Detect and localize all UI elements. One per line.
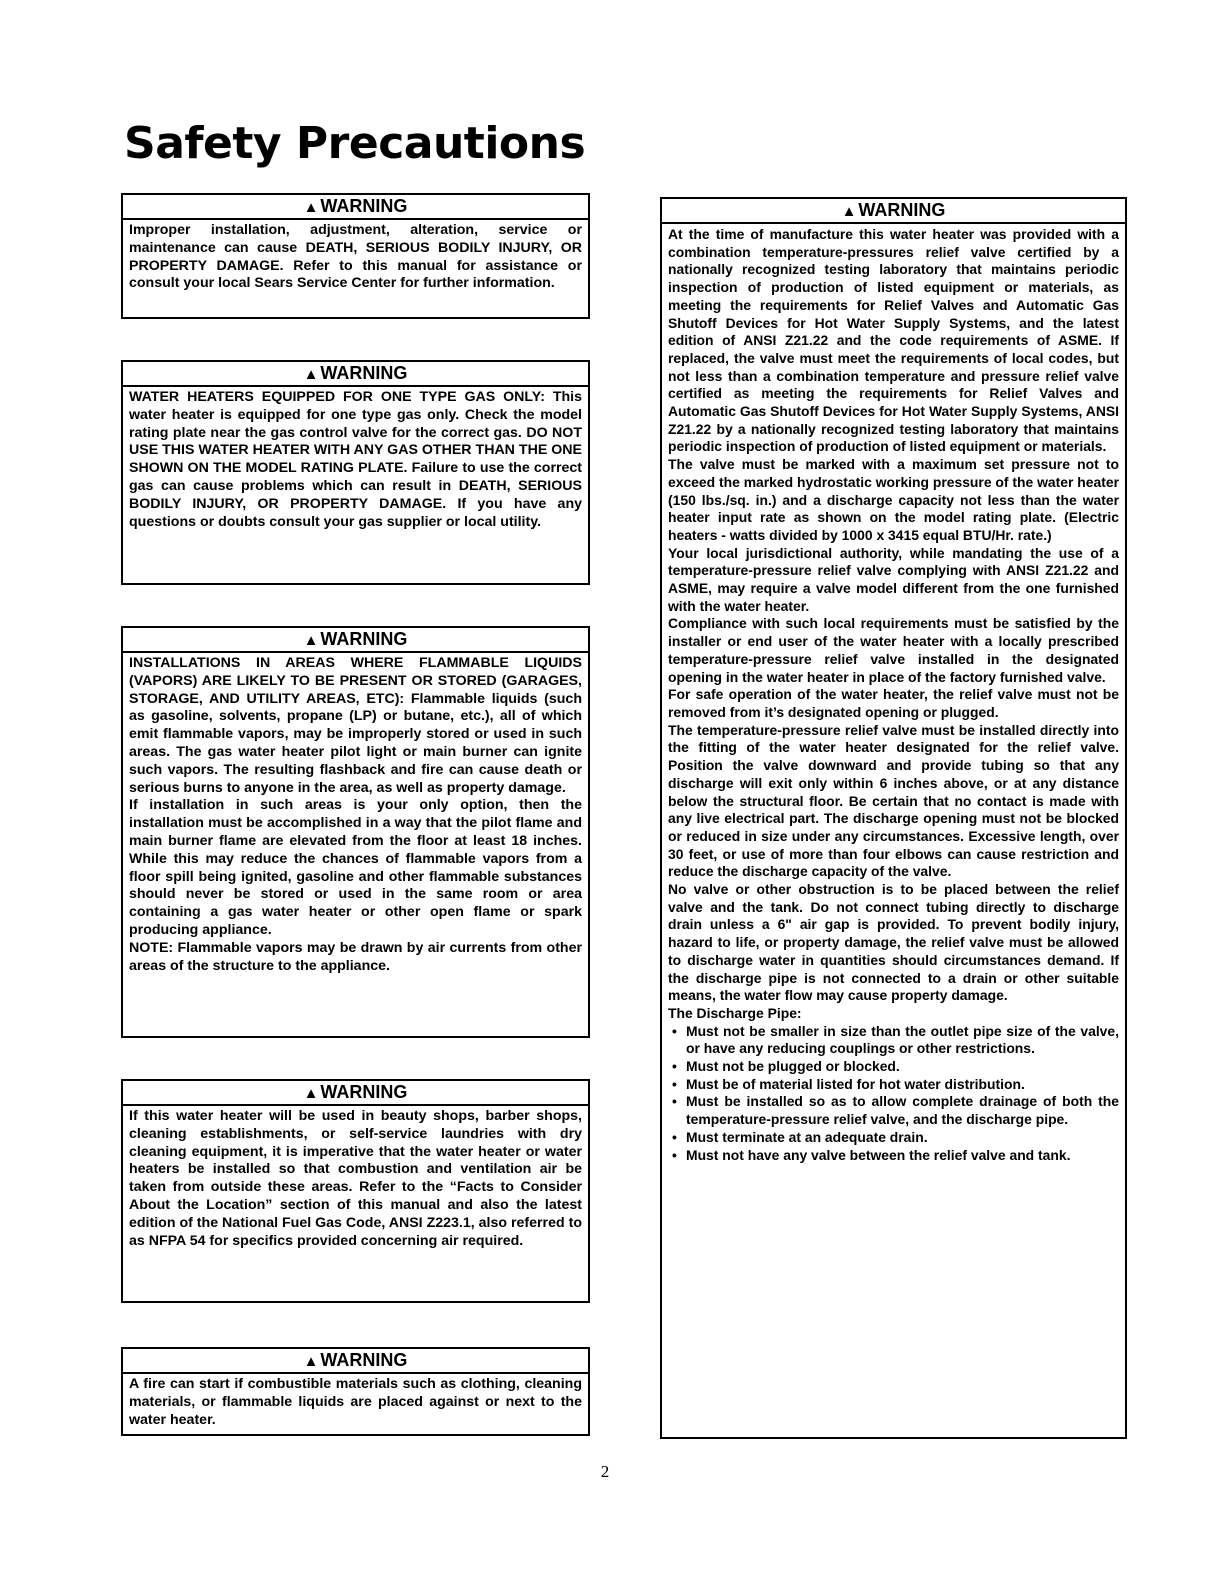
warning-box-combustibles: [121, 1347, 590, 1436]
warning-heading: WARNING: [858, 200, 946, 220]
page-title: Safety Precautions: [124, 118, 586, 169]
warning-header: [123, 362, 588, 387]
warning-triangle-icon: ▲: [841, 203, 857, 220]
warning-paragraph: The temperature-pressure relief valve must be installed directly into the fitting of the water heater designated for the relief valve. Position the valve downward and provide tubing so that any discharge will exit only within 6 inches above, or at any distance below the structural floor. Be certain that no contact is made with any live electrical part. The discharge opening must not be blocked or reduced in size under any circumstances. Excessive length, over 30 feet, or use of more than four elbows can cause restriction and reduce the discharge capacity of the valve.: [668, 721, 1119, 880]
warning-paragraph: WATER HEATERS EQUIPPED FOR ONE TYPE GAS ONLY: This water heater is equipped for one type gas only. Check the model rating plate near the gas control valve for the correct gas. DO NOT USE THIS WATER HEATER WITH ANY GAS OTHER THAN THE ONE SHOWN ON THE MODEL RATING PLATE. Failure to use the correct gas can cause problems which can result in DEATH, SERIOUS BODILY INJURY, OR PROPERTY DAMAGE. If you have any questions or doubts consult your gas supplier or local utility.: [129, 389, 582, 530]
list-item: • Must be of material listed for hot water distribution.: [668, 1076, 1119, 1094]
warning-text: [123, 220, 588, 297]
list-item: • Must terminate at an adequate drain.: [668, 1129, 1119, 1147]
warning-text: [123, 1106, 588, 1254]
warning-triangle-icon: ▲: [303, 1353, 319, 1370]
warning-paragraph: If this water heater will be used in beauty shops, barber shops, cleaning establishments, or self-service laundries with dry cleaning equipment, it is imperative that the water heater or water heaters be installed so that combustion and ventilation air be taken from outside these areas. Refer to the “Facts to Consider About the Location” section of this manual and also the latest edition of the National Fuel Gas Code, ANSI Z223.1, also referred to as NFPA 54 for specifics provided concerning air required.: [129, 1108, 582, 1249]
warning-header: [123, 628, 588, 653]
warning-paragraph: Compliance with such local requirements must be satisfied by the installer or end user of the water heater with a locally prescribed temperature-pressure relief valve installed in the designated opening in the water heater in place of the factory furnished valve.: [668, 615, 1119, 685]
warning-paragraph: For safe operation of the water heater, the relief valve must not be removed from it’s designated opening or plugged.: [668, 686, 1119, 720]
warning-header: [123, 195, 588, 220]
warning-paragraph: Improper installation, adjustment, alteration, service or maintenance can cause DEATH, SERIOUS BODILY INJURY, OR PROPERTY DAMAGE. Refer to this manual for assistance or consult your local Sears Service Center for further information.: [129, 222, 582, 292]
list-item: • Must not be smaller in size than the outlet pipe size of the valve, or have any reducing couplings or other restrictions.: [668, 1023, 1119, 1058]
list-item: • Must not have any valve between the relief valve and tank.: [668, 1147, 1119, 1165]
warning-text: [123, 1374, 588, 1433]
warning-heading: WARNING: [320, 363, 408, 383]
warning-box-gas-type: [121, 360, 590, 585]
page-number: 2: [600, 1462, 610, 1481]
warning-text: [123, 653, 588, 979]
warning-header: [662, 199, 1125, 224]
warning-header: [123, 1349, 588, 1374]
warning-triangle-icon: ▲: [303, 199, 319, 216]
warning-box-beauty-shops: [121, 1079, 590, 1303]
warning-text: [662, 224, 1125, 1168]
list-item: • Must be installed so as to allow complete drainage of both the temperature-pressure relief valve, and the discharge pipe.: [668, 1093, 1119, 1128]
warning-triangle-icon: ▲: [303, 632, 319, 649]
warning-paragraph: If installation in such areas is your only option, then the installation must be accomplished in a way that the pilot flame and main burner flame are elevated from the floor at least 18 inches. While this may reduce the chances of flammable vapors from a floor spill being ignited, gasoline and other flammable substances should never be stored or used in the same room or area containing a gas water heater or other open flame or spark producing appliance.: [129, 797, 582, 938]
warning-paragraph: NOTE: Flammable vapors may be drawn by air currents from other areas of the structure to the appliance.: [129, 939, 582, 974]
warning-heading: WARNING: [320, 629, 408, 649]
warning-triangle-icon: ▲: [303, 366, 319, 383]
warning-paragraph: The valve must be marked with a maximum set pressure not to exceed the marked hydrostatic working pressure of the water heater (150 lbs./sq. in.) and a discharge capacity not less than the water heater input rate as shown on the model rating plate. (Electric heaters - watts divided by 1000 x 3415 equal BTU/Hr. rate.): [668, 456, 1119, 543]
discharge-pipe-heading: The Discharge Pipe:: [668, 1004, 802, 1021]
warning-paragraph: A fire can start if combustible materials such as clothing, cleaning materials, or flammable liquids are placed against or next to the water heater.: [129, 1376, 582, 1428]
warning-heading: WARNING: [320, 196, 408, 216]
warning-paragraph: Your local jurisdictional authority, while mandating the use of a temperature-pressure relief valve complying with ANSI Z21.22 and ASME, may require a valve model different from the one furnished with the water heater.: [668, 544, 1119, 614]
warning-header: [123, 1081, 588, 1106]
warning-text: [123, 387, 588, 535]
warning-paragraph: INSTALLATIONS IN AREAS WHERE FLAMMABLE LIQUIDS (VAPORS) ARE LIKELY TO BE PRESENT OR STORED (GARAGES, STORAGE, AND UTILITY AREAS, ETC): Flammable liquids (such as gasoline, solvents, propane (LP) or butane, etc.), all of which emit flammable vapors, may be improperly stored or used in such areas. The gas water heater pilot light or main burner can ignite such vapors. The resulting flashback and fire can cause death or serious burns to anyone in the area, as well as property damage.: [129, 655, 582, 796]
warning-triangle-icon: ▲: [303, 1085, 319, 1102]
warning-box-installation: [121, 193, 590, 319]
list-item: • Must not be plugged or blocked.: [668, 1058, 1119, 1076]
warning-heading: WARNING: [320, 1350, 408, 1370]
discharge-pipe-list: [668, 1023, 1119, 1165]
warning-heading: WARNING: [320, 1082, 408, 1102]
warning-paragraph: At the time of manufacture this water heater was provided with a combination temperature-pressures relief valve certified by a nationally recognized testing laboratory that maintains periodic inspection of production of listed equipment or materials, as meeting the requirements for Relief Valves and Automatic Gas Shutoff Devices for Hot Water Supply Systems, and the latest edition of ANSI Z21.22 and the code requirements of ASME. If replaced, the valve must meet the requirements of local codes, but not less than a combination temperature and pressure relief valve certified as meeting the requirements for Relief Valves and Automatic Gas Shutoff Devices for Hot Water Supply Systems, ANSI Z21.22 by a nationally recognized testing laboratory that maintains periodic inspection of production of listed equipment or materials.: [668, 226, 1119, 455]
warning-box-flammable-areas: [121, 626, 590, 1038]
warning-paragraph: No valve or other obstruction is to be placed between the relief valve and the tank. Do not connect tubing directly to discharge drain unless a 6" air gap is provided. To prevent bodily injury, hazard to life, or property damage, the relief valve must be allowed to discharge water in quantities should circumstances demand. If the discharge pipe is not connected to a drain or other suitable means, the water flow may cause property damage.: [668, 881, 1119, 1004]
warning-box-relief-valve: [660, 197, 1127, 1439]
